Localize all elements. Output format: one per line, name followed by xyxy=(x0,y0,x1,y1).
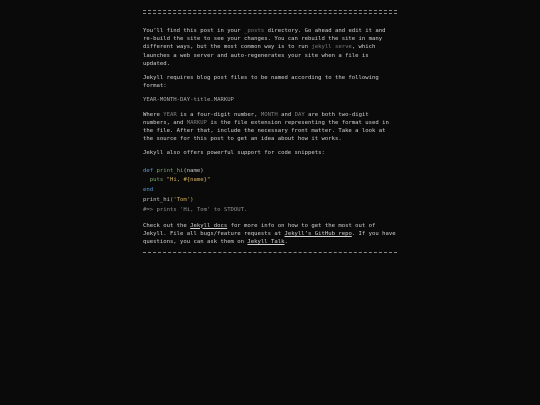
code-line-5: #=> prints 'Hi, Tom' to STDOUT. xyxy=(143,206,248,213)
jekyll-docs-link[interactable]: Jekyll docs xyxy=(190,222,228,229)
code-line-2: puts "Hi, #{name}" xyxy=(149,177,211,184)
code-snippet xyxy=(143,167,397,216)
outro-paragraph: Check out the Jekyll docs for more info on how to get the most out of Jekyll. File all bugs/feature requests at Jekyll’s GitHub repo. If you have questions, you can ask them on Jekyll Talk. xyxy=(143,222,396,246)
format-explanation-paragraph: Where YEAR is a four-digit number, MONTH and DAY are both two-digit numbers, and MARKUP is the file extension representing the format used in the file. After that, include the necessary front matter. Take a look at the source for this post to get an idea about how it works. xyxy=(143,111,389,143)
naming-paragraph: Jekyll requires blog post files to be named according to the following format: xyxy=(143,75,379,90)
year-code: YEAR xyxy=(163,111,177,118)
intro-paragraph: You’ll find this post in your _posts directory. Go ahead and edit it and re-build the site to see your changes. You can rebuild the site in many different ways, but the most common way is to run jekyll serve, which launches a web server and auto-regenerates your site when a file is updated. xyxy=(143,28,386,67)
markup-code: MARKUP xyxy=(186,119,207,126)
bottom-divider xyxy=(143,252,397,253)
day-code: DAY xyxy=(294,111,305,118)
top-divider-secondary xyxy=(143,13,397,14)
posts-directory-code: _posts xyxy=(244,28,265,34)
jekyll-github-link[interactable]: Jekyll’s GitHub repo xyxy=(284,230,352,237)
code-snippets-paragraph: Jekyll also offers powerful support for code snippets: xyxy=(143,150,325,157)
top-divider xyxy=(143,10,397,11)
post-container xyxy=(143,10,397,253)
jekyll-serve-code: jekyll serve xyxy=(311,44,352,51)
code-line-4: print_hi('Tom') xyxy=(143,197,194,204)
month-code: MONTH xyxy=(260,111,278,118)
filename-format: YEAR-MONTH-DAY-title.MARKUP xyxy=(143,97,234,104)
code-line-3: end xyxy=(143,187,154,194)
jekyll-talk-link[interactable]: Jekyll Talk xyxy=(247,239,285,246)
post-body xyxy=(143,27,397,246)
code-line-1: def print_hi(name) xyxy=(143,167,204,174)
